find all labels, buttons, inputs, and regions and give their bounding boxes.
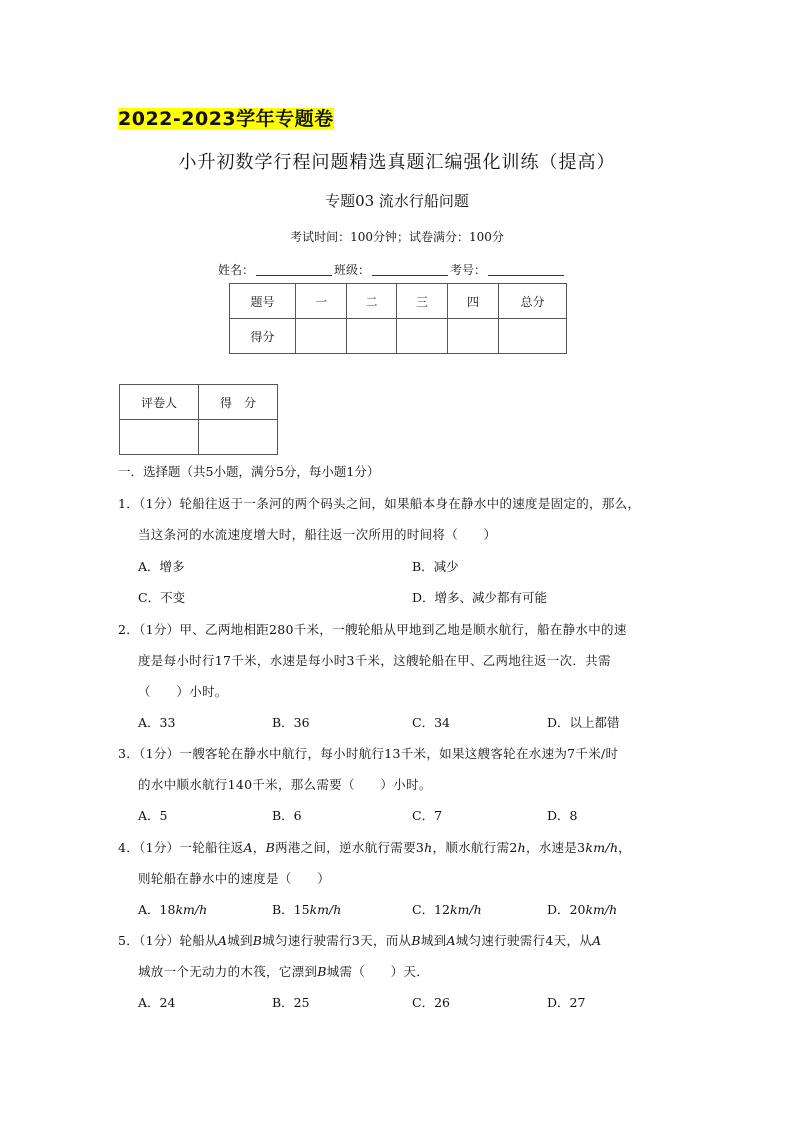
question-5-line-1: 5．（1分）轮船从A城到B城匀速行驶需行3天，而从B城到A城匀速行驶需行4天，从A bbox=[118, 933, 602, 948]
number-label: 考号： bbox=[450, 263, 487, 277]
question-3-option-b[interactable]: B．6 bbox=[272, 808, 302, 823]
grader-label: 评卷人 bbox=[120, 385, 199, 420]
question-3-option-a[interactable]: A．5 bbox=[138, 808, 168, 823]
question-4-line-1: 4．（1分）一轮船往返A，B两港之间，逆水航行需要3h，顺水航行需2h，水速是3km/h， bbox=[118, 840, 632, 855]
question-5-option-b[interactable]: B．25 bbox=[272, 995, 310, 1010]
question-5-line-2: 城放一个无动力的木筏，它漂到B城需（ ）天． bbox=[138, 964, 430, 979]
score-cell[interactable] bbox=[448, 319, 499, 354]
score-header-cell: 总分 bbox=[499, 284, 567, 319]
name-label: 姓名： bbox=[218, 263, 255, 277]
grader-score-cell[interactable] bbox=[199, 420, 278, 455]
score-header-cell: 四 bbox=[448, 284, 499, 319]
score-cell[interactable] bbox=[296, 319, 347, 354]
score-header-cell: 三 bbox=[397, 284, 448, 319]
exam-info: 考试时间：100分钟；试卷满分：100分 bbox=[290, 230, 504, 244]
question-1-option-a[interactable]: A．增多 bbox=[138, 559, 185, 574]
question-1-option-b[interactable]: B．减少 bbox=[412, 559, 459, 574]
grader-name-cell[interactable] bbox=[120, 420, 199, 455]
question-2-line-2: 度是每小时行17千米，水速是每小时3千米，这艘轮船在甲、乙两地往返一次．共需 bbox=[138, 653, 611, 668]
score-cell[interactable] bbox=[347, 319, 397, 354]
question-5-option-d[interactable]: D．27 bbox=[547, 995, 586, 1010]
grader-score-label: 得 分 bbox=[199, 385, 278, 420]
question-4-option-b[interactable]: B．15km/h bbox=[272, 902, 342, 917]
question-5-option-a[interactable]: A．24 bbox=[138, 995, 176, 1010]
question-3-line-1: 3．（1分）一艘客轮在静水中航行，每小时航行13千米，如果这艘客轮在水速为7千米/时 bbox=[118, 746, 619, 761]
question-3-line-2: 的水中顺水航行140千米，那么需要（ ）小时。 bbox=[138, 777, 432, 792]
score-table-score-row bbox=[230, 319, 567, 354]
question-1-line-1: 1．（1分）轮船往返于一条河的两个码头之间，如果船本身在静水中的速度是固定的，那么， bbox=[118, 496, 641, 511]
question-1-option-c[interactable]: C．不变 bbox=[138, 590, 186, 605]
tag-label: 学年专题卷 bbox=[236, 108, 334, 130]
question-3-option-c[interactable]: C．7 bbox=[412, 808, 443, 823]
question-3-option-d[interactable]: D．8 bbox=[547, 808, 578, 823]
question-1-option-d[interactable]: D．增多、减少都有可能 bbox=[412, 590, 548, 605]
score-header-cell: 题号 bbox=[230, 284, 296, 319]
question-2-option-c[interactable]: C．34 bbox=[412, 715, 450, 730]
question-5-option-c[interactable]: C．26 bbox=[412, 995, 450, 1010]
question-4-option-c[interactable]: C．12km/h bbox=[412, 902, 482, 917]
score-header-cell: 二 bbox=[347, 284, 397, 319]
name-blank[interactable] bbox=[256, 264, 332, 276]
section-heading: 一．选择题（共5小题，满分5分，每小题1分） bbox=[118, 464, 380, 479]
class-label: 班级： bbox=[334, 263, 371, 277]
question-2-line-1: 2．（1分）甲、乙两地相距280千米，一艘轮船从甲地到乙地是顺水航行，船在静水中的速 bbox=[118, 622, 627, 637]
grader-table bbox=[119, 384, 278, 455]
student-info-line bbox=[218, 261, 566, 278]
score-cell[interactable] bbox=[397, 319, 448, 354]
question-1-line-2: 当这条河的水流速度增大时，船往返一次所用的时间将（ ） bbox=[138, 527, 497, 542]
question-2-line-3: （ ）小时。 bbox=[138, 684, 228, 699]
paper-tag bbox=[118, 104, 334, 131]
year-label: 2022-2023 bbox=[118, 108, 237, 130]
question-2-option-b[interactable]: B．36 bbox=[272, 715, 310, 730]
paper-title: 小升初数学行程问题精选真题汇编强化训练（提高） bbox=[178, 152, 616, 173]
question-4-line-2: 则轮船在静水中的速度是（ ） bbox=[138, 871, 331, 886]
score-table bbox=[229, 283, 567, 354]
class-blank[interactable] bbox=[372, 264, 448, 276]
question-4-option-d[interactable]: D．20km/h bbox=[547, 902, 618, 917]
score-row-label: 得分 bbox=[230, 319, 296, 354]
score-table-header-row bbox=[230, 284, 567, 319]
paper-subtitle: 专题03 流水行船问题 bbox=[325, 192, 469, 210]
question-2-option-d[interactable]: D．以上都错 bbox=[547, 715, 620, 730]
score-cell[interactable] bbox=[499, 319, 567, 354]
question-2-option-a[interactable]: A．33 bbox=[138, 715, 176, 730]
number-blank[interactable] bbox=[488, 264, 564, 276]
score-header-cell: 一 bbox=[296, 284, 347, 319]
question-4-option-a[interactable]: A．18km/h bbox=[138, 902, 208, 917]
